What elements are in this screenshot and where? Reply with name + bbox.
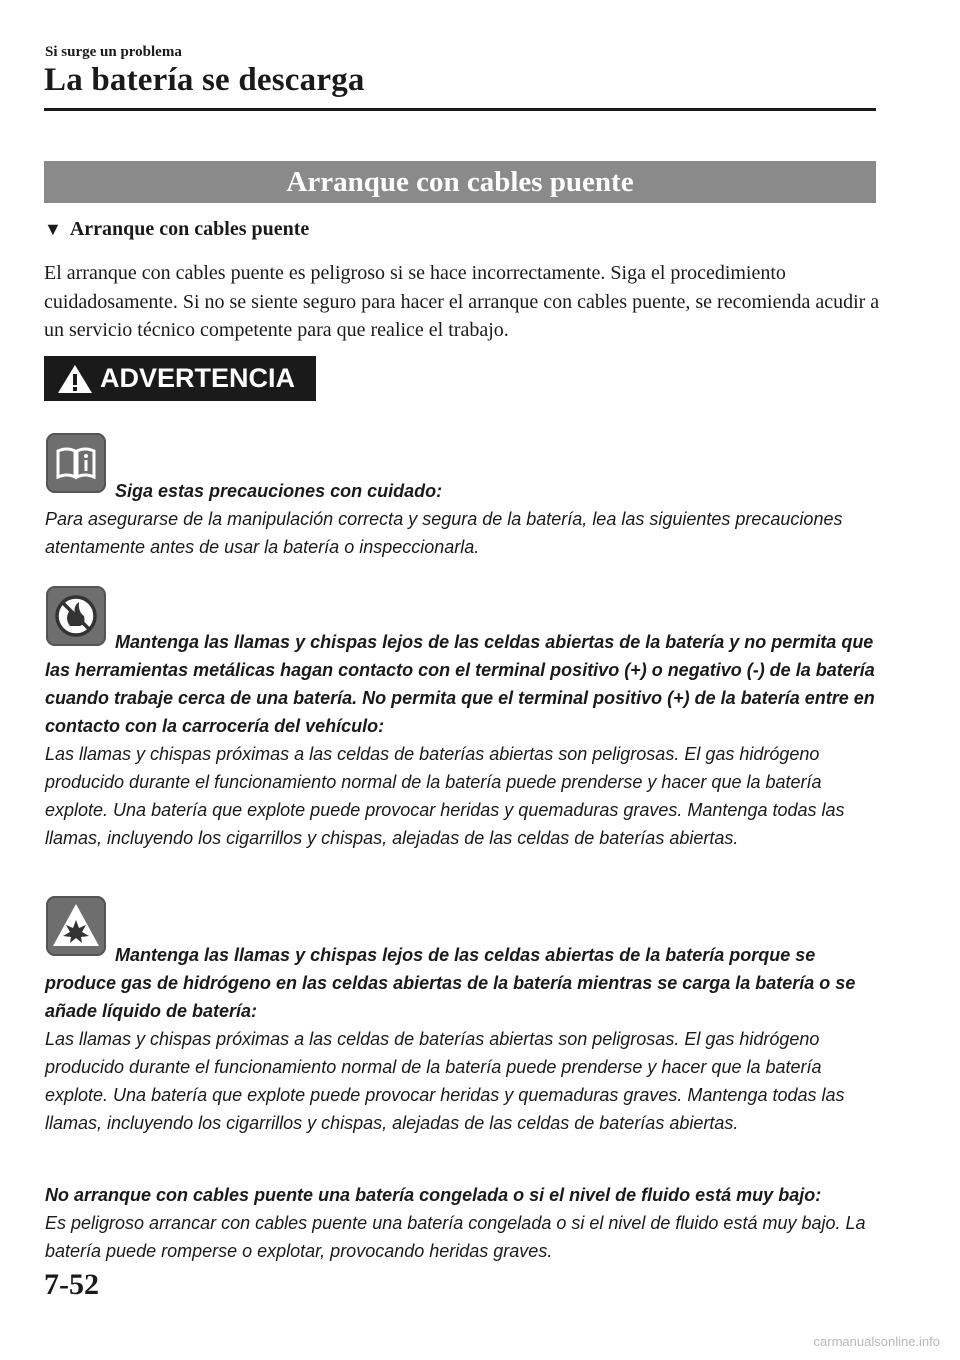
title-rule — [44, 108, 876, 111]
precaution-body-3: Las llamas y chispas próximas a las celdas de baterías abiertas son peligrosas. El gas hidrógeno producido durante el funcionamiento normal de la batería puede prenderse y hacer que la batería explote. Una batería que explote puede provocar heridas y quemaduras graves. Mantenga todas las llamas, incluyendo los cigarrillos y chispas, alejadas de las celdas de baterías abiertas. — [45, 1029, 845, 1133]
precaution-heading-2: Mantenga las llamas y chispas lejos de las celdas abiertas de la batería y no permita que las herramientas metálicas hagan contacto con el terminal positivo (+) o negativo (-) de la batería cuando trabaje cerca de una batería. No permita que el terminal positivo (+) de la batería entre en contacto con la carrocería del vehículo: — [45, 632, 875, 736]
subsection-title: Arranque con cables puente — [69, 218, 310, 240]
precaution-block-4 — [45, 1181, 885, 1265]
precaution-heading-1: Siga estas precauciones con cuidado: — [115, 481, 443, 501]
triangle-bullet-icon: ▼ — [44, 219, 62, 239]
precaution-block-1 — [45, 477, 885, 561]
topic-banner: Arranque con cables puente — [44, 161, 876, 203]
precaution-body-1: Para asegurarse de la manipulación correcta y segura de la batería, lea las siguientes precauciones atentamente antes de usar la batería o inspeccionarla. — [45, 509, 843, 557]
subsection-heading — [44, 218, 309, 241]
section-title: La batería se descarga — [44, 62, 365, 98]
intro-paragraph: El arranque con cables puente es peligroso si se hace incorrectamente. Siga el procedimiento cuidadosamente. Si no se siente seguro para hacer el arranque con cables puente, se recomienda acudir a un servicio técnico competente para que realice el trabajo. — [44, 262, 880, 341]
warning-label-box — [44, 356, 316, 401]
precaution-heading-3: Mantenga las llamas y chispas lejos de las celdas abiertas de la batería porque se produce gas de hidrógeno en las celdas abiertas de la batería mientras se carga la batería o se añade líquido de batería: — [45, 945, 856, 1021]
precaution-block-3 — [45, 941, 885, 1137]
warning-label: ADVERTENCIA — [100, 363, 296, 393]
watermark: carmanualsonline.info — [813, 1334, 940, 1349]
warning-triangle-icon — [56, 363, 94, 395]
chapter-label: Si surge un problema — [45, 44, 182, 60]
precaution-heading-4: No arranque con cables puente una batería congelada o si el nivel de fluido está muy bajo: — [45, 1185, 822, 1205]
precaution-body-4: Es peligroso arrancar con cables puente una batería congelada o si el nivel de fluido está muy bajo. La batería puede romperse o explotar, provocando heridas graves. — [45, 1213, 866, 1261]
precaution-block-2 — [45, 628, 885, 852]
precaution-body-2: Las llamas y chispas próximas a las celdas de baterías abiertas son peligrosas. El gas hidrógeno producido durante el funcionamiento normal de la batería puede prenderse y hacer que la batería explote. Una batería que explote puede provocar heridas y quemaduras graves. Mantenga todas las llamas, incluyendo los cigarrillos y chispas, alejadas de las celdas de baterías abiertas. — [45, 744, 845, 848]
page-number: 7-52 — [44, 1268, 99, 1301]
